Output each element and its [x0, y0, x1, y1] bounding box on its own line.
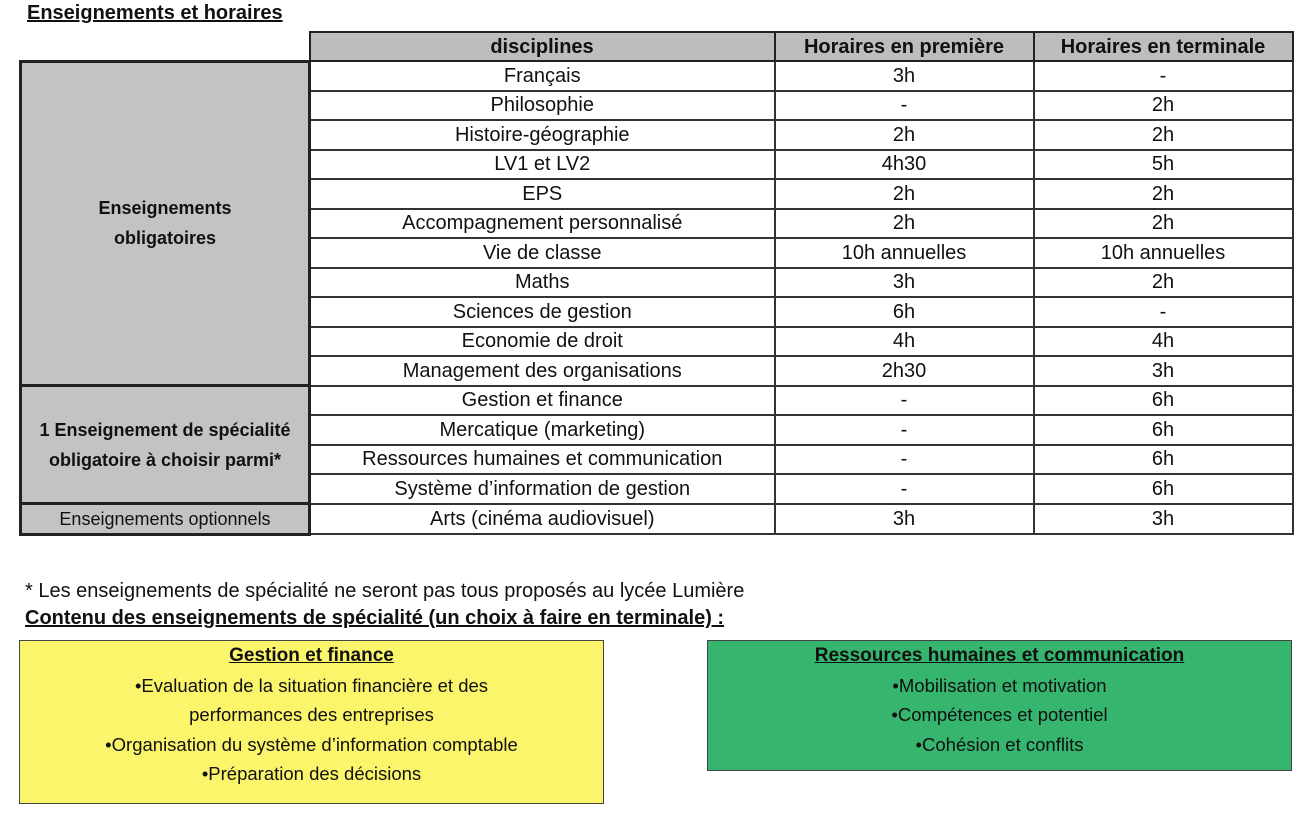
table-row [21, 504, 1293, 535]
cell-terminale: 2h [1034, 268, 1293, 298]
group-label [21, 386, 310, 504]
group-label-line: Enseignements optionnels [59, 508, 271, 529]
cell-terminale: 6h [1034, 386, 1293, 416]
header-terminale: Horaires en terminale [1034, 32, 1293, 61]
cell-discipline: Français [310, 61, 775, 91]
table-row [21, 61, 1293, 91]
cell-premiere: - [775, 415, 1034, 445]
cell-terminale: 5h [1034, 150, 1293, 180]
cell-terminale: 2h [1034, 91, 1293, 121]
box-line: •Compétences et potentiel [891, 704, 1108, 725]
cell-discipline: Sciences de gestion [310, 297, 775, 327]
gestion-finance-title: Gestion et finance [229, 645, 394, 666]
cell-discipline: LV1 et LV2 [310, 150, 775, 180]
cell-discipline: Maths [310, 268, 775, 298]
cell-terminale: 4h [1034, 327, 1293, 357]
footnote: * Les enseignements de spécialité ne seront pas tous proposés au lycée Lumière [25, 580, 745, 602]
empty-corner [21, 32, 310, 61]
schedule-table [19, 31, 1294, 536]
cell-premiere: 4h [775, 327, 1034, 357]
ressources-humaines-box [707, 640, 1292, 771]
cell-premiere: 6h [775, 297, 1034, 327]
cell-discipline: EPS [310, 179, 775, 209]
cell-terminale: 6h [1034, 474, 1293, 504]
cell-discipline: Accompagnement personnalisé [310, 209, 775, 239]
cell-discipline: Ressources humaines et communication [310, 445, 775, 475]
cell-discipline: Economie de droit [310, 327, 775, 357]
box-line: •Préparation des décisions [201, 763, 422, 784]
table-row [21, 386, 1293, 416]
box-line: •Organisation du système d’information comptable [105, 733, 518, 755]
group-label-line: obligatoire à choisir parmi* [48, 449, 282, 470]
table-header-row [21, 32, 1293, 61]
cell-terminale: 3h [1034, 504, 1293, 535]
cell-premiere: - [775, 386, 1034, 416]
cell-terminale: 2h [1034, 120, 1293, 150]
cell-premiere: 2h [775, 179, 1034, 209]
cell-terminale: - [1034, 61, 1293, 91]
cell-premiere: - [775, 474, 1034, 504]
cell-terminale: 10h annuelles [1034, 238, 1293, 268]
cell-discipline: Philosophie [310, 91, 775, 121]
page-title: Enseignements et horaires [27, 2, 283, 24]
box-line: •Cohésion et conflits [915, 733, 1084, 755]
cell-premiere: 3h [775, 268, 1034, 298]
cell-terminale: 2h [1034, 209, 1293, 239]
group-label-line: Enseignements [98, 198, 232, 219]
cell-premiere: 4h30 [775, 150, 1034, 180]
cell-premiere: - [775, 91, 1034, 121]
cell-discipline: Vie de classe [310, 238, 775, 268]
cell-discipline: Histoire-géographie [310, 120, 775, 150]
cell-discipline: Mercatique (marketing) [310, 415, 775, 445]
cell-terminale: 6h [1034, 415, 1293, 445]
contenu-title: Contenu des enseignements de spécialité (un choix à faire en terminale) : [25, 607, 725, 629]
cell-premiere: 3h [775, 61, 1034, 91]
cell-premiere: 2h [775, 209, 1034, 239]
ressources-humaines-title: Ressources humaines et communication [814, 645, 1185, 666]
group-label-line: 1 Enseignement de spécialité [39, 419, 291, 440]
group-label-line: obligatoires [113, 228, 216, 249]
cell-discipline: Management des organisations [310, 356, 775, 386]
cell-premiere: 10h annuelles [775, 238, 1034, 268]
cell-terminale: - [1034, 297, 1293, 327]
group-label [21, 61, 310, 386]
cell-terminale: 6h [1034, 445, 1293, 475]
header-premiere: Horaires en première [775, 32, 1034, 61]
cell-discipline: Arts (cinéma audiovisuel) [310, 504, 775, 535]
gestion-finance-box [19, 640, 604, 804]
box-line: performances des entreprises [189, 704, 434, 725]
cell-premiere: - [775, 445, 1034, 475]
box-line: •Evaluation de la situation financière et des [134, 674, 489, 696]
cell-terminale: 3h [1034, 356, 1293, 386]
cell-discipline: Système d’information de gestion [310, 474, 775, 504]
header-disciplines: disciplines [310, 32, 775, 61]
cell-terminale: 2h [1034, 179, 1293, 209]
box-line: •Mobilisation et motivation [892, 674, 1107, 696]
group-label [21, 504, 310, 535]
cell-premiere: 3h [775, 504, 1034, 535]
cell-discipline: Gestion et finance [310, 386, 775, 416]
cell-premiere: 2h30 [775, 356, 1034, 386]
cell-premiere: 2h [775, 120, 1034, 150]
